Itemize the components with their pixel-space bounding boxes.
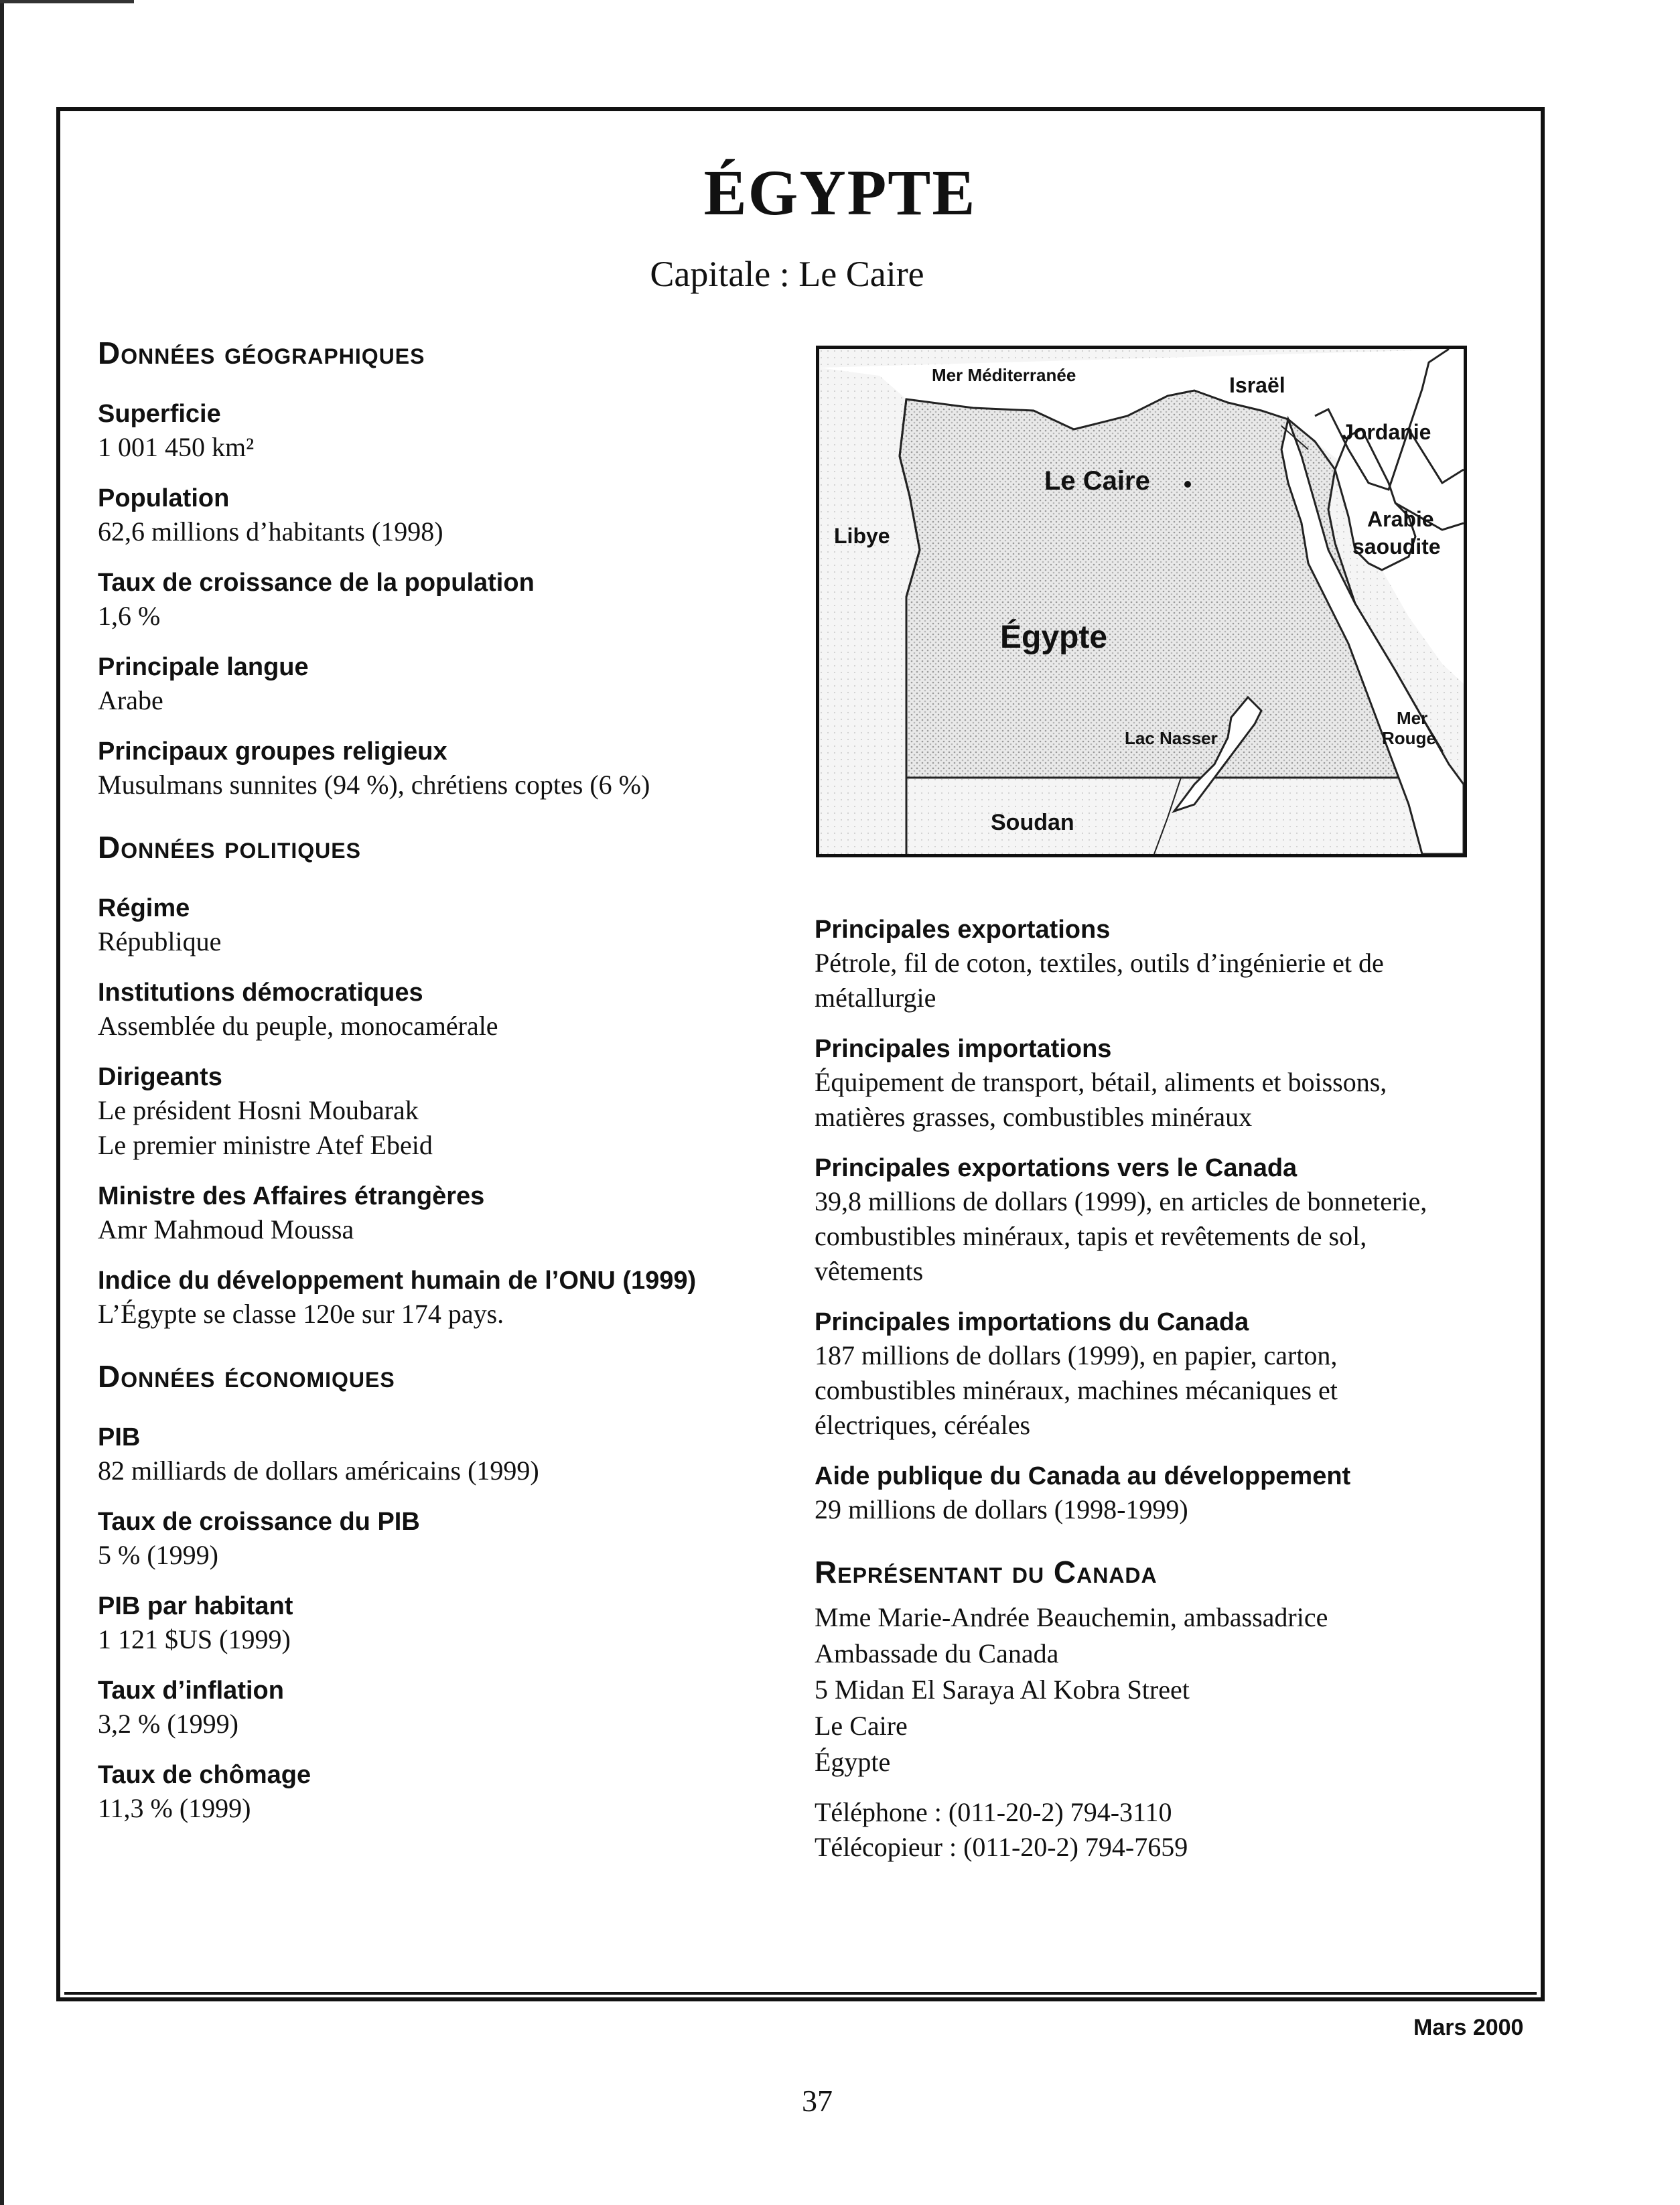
fact-label: Principaux groupes religieux [98, 737, 447, 766]
fact-label: Aide publique du Canada au développement [815, 1462, 1351, 1490]
fact-value: L’Égypte se classe 120e sur 174 pays. [98, 1299, 504, 1329]
map-label-jordan: Jordanie [1342, 420, 1431, 444]
address-line: 5 Midan El Saraya Al Kobra Street [815, 1675, 1190, 1705]
fact-label: Régime [98, 894, 190, 922]
fact-label: Indice du développement humain de l’ONU (1999) [98, 1267, 697, 1295]
fact-value: Équipement de transport, bétail, aliments et boissons, [815, 1067, 1387, 1097]
map-graphic [819, 349, 1464, 854]
fact-value: Amr Mahmoud Moussa [98, 1214, 354, 1244]
footer-date: Mars 2000 [1413, 2015, 1524, 2040]
section-heading-representative: Représentant du Canada [815, 1555, 1158, 1589]
fact-item [98, 398, 801, 465]
fact-label: Taux d’inflation [98, 1677, 284, 1705]
fact-label: Superficie [98, 400, 221, 428]
phone-number: Téléphone : (011-20-2) 794-3110 [815, 1797, 1172, 1827]
fact-value: 1,6 % [98, 601, 161, 631]
fact-item [98, 482, 801, 549]
fact-item [815, 1306, 1484, 1443]
fact-label: PIB [98, 1423, 141, 1451]
section-heading-politics: Données politiques [98, 830, 361, 865]
fact-value: 3,2 % (1999) [98, 1709, 238, 1739]
fact-item [98, 1421, 801, 1488]
fact-value: 1 001 450 km² [98, 432, 255, 462]
fact-value: vêtements [815, 1256, 924, 1286]
fact-item [815, 1460, 1484, 1527]
left-column [98, 335, 801, 1843]
scan-top-edge [0, 0, 134, 3]
fact-item [98, 1506, 801, 1573]
egypt-map [816, 346, 1467, 857]
map-label-mediterranean: Mer Méditerranée [932, 365, 1076, 385]
page-title: ÉGYPTE [703, 157, 977, 228]
fact-value: 5 % (1999) [98, 1540, 218, 1570]
fact-value: Assemblée du peuple, monocamérale [98, 1011, 498, 1041]
map-label-cairo: Le Caire [1044, 466, 1150, 496]
fax-number: Télécopieur : (011-20-2) 794-7659 [815, 1832, 1188, 1862]
fact-label: Principale langue [98, 653, 309, 681]
fact-label: Principales exportations vers le Canada [815, 1154, 1298, 1182]
map-label-libya: Libye [834, 524, 890, 548]
fact-item [98, 735, 801, 802]
fact-label: Dirigeants [98, 1063, 222, 1091]
fact-label: Principales exportations [815, 916, 1111, 944]
map-label-israel: Israël [1229, 373, 1285, 397]
fact-item [98, 977, 801, 1044]
fact-value: Musulmans sunnites (94 %), chrétiens coptes (6 %) [98, 770, 650, 800]
fact-label: Principales importations [815, 1035, 1112, 1063]
fact-value: République [98, 926, 222, 956]
fact-value: métallurgie [815, 983, 936, 1013]
map-label-egypt: Égypte [1000, 620, 1108, 655]
map-label-red-sea-2: Rouge [1382, 728, 1436, 748]
fact-item [98, 651, 801, 718]
fact-item [815, 1152, 1484, 1289]
fact-value: 29 millions de dollars (1998-1999) [815, 1494, 1188, 1524]
fact-item [98, 567, 801, 634]
fact-item [815, 914, 1484, 1015]
fact-label: Taux de croissance du PIB [98, 1508, 420, 1536]
fact-value: Arabe [98, 685, 163, 715]
fact-label: Ministre des Affaires étrangères [98, 1182, 485, 1210]
address-line: Le Caire [815, 1711, 908, 1741]
fact-item [98, 1265, 801, 1332]
right-column [815, 914, 1484, 1865]
representative-contact [815, 1795, 1484, 1865]
section-heading-economy: Données économiques [98, 1359, 395, 1394]
address-line: Ambassade du Canada [815, 1638, 1059, 1668]
scan-edge [0, 0, 4, 2205]
map-label-red-sea-1: Mer [1397, 708, 1428, 728]
fact-value: électriques, céréales [815, 1410, 1031, 1440]
fact-label: Taux de chômage [98, 1761, 311, 1789]
page-number: 37 [802, 2084, 833, 2118]
fact-value: 39,8 millions de dollars (1999), en articles de bonneterie, [815, 1186, 1427, 1216]
fact-value: 82 milliards de dollars américains (1999) [98, 1455, 539, 1486]
fact-item [98, 1180, 801, 1247]
fact-value: 62,6 millions d’habitants (1998) [98, 516, 443, 547]
section-heading-geo: Données géographiques [98, 336, 425, 370]
fact-item [98, 892, 801, 959]
address-line: Égypte [815, 1747, 891, 1777]
address-line: Mme Marie-Andrée Beauchemin, ambassadrice [815, 1602, 1328, 1632]
map-label-saudi-1: Arabie [1367, 507, 1434, 531]
fact-label: Institutions démocratiques [98, 979, 423, 1007]
fact-label: Taux de croissance de la population [98, 569, 535, 597]
fact-label: Principales importations du Canada [815, 1308, 1249, 1336]
fact-label: Population [98, 484, 230, 512]
fact-value: 11,3 % (1999) [98, 1793, 251, 1823]
fact-value: Pétrole, fil de coton, textiles, outils d’ingénierie et de [815, 948, 1384, 978]
page-subtitle: Capitale : Le Caire [650, 254, 924, 294]
map-label-sudan: Soudan [991, 810, 1074, 835]
fact-value: combustibles minéraux, machines mécaniques et [815, 1375, 1338, 1405]
fact-item [98, 1759, 801, 1826]
fact-label: PIB par habitant [98, 1592, 293, 1620]
fact-value: combustibles minéraux, tapis et revêtements de sol, [815, 1221, 1367, 1251]
fact-item [815, 1033, 1484, 1135]
representative-address [815, 1599, 1484, 1780]
fact-item [98, 1590, 801, 1657]
fact-item [98, 1675, 801, 1741]
fact-value: Le premier ministre Atef Ebeid [98, 1130, 433, 1160]
cairo-marker [1184, 481, 1191, 488]
fact-value: 1 121 $US (1999) [98, 1624, 291, 1654]
fact-value: matières grasses, combustibles minéraux [815, 1102, 1253, 1132]
map-label-lake-nasser: Lac Nasser [1125, 728, 1218, 748]
map-label-saudi-2: saoudite [1352, 535, 1441, 559]
fact-value: Le président Hosni Moubarak [98, 1095, 419, 1125]
fact-item [98, 1061, 801, 1163]
fact-value: 187 millions de dollars (1999), en papier, carton, [815, 1340, 1338, 1370]
